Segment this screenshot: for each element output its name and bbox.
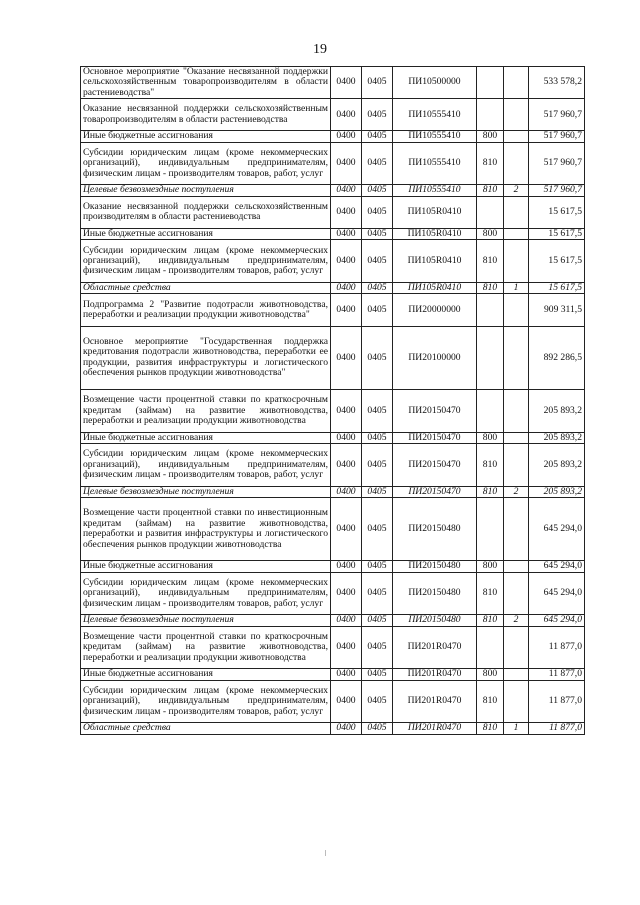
row-amount-cell: 205 893,2 xyxy=(529,389,585,432)
row-subsection-code-cell: 0405 xyxy=(362,561,393,572)
row-subsection-code-cell: 0405 xyxy=(362,615,393,626)
row-expense-type-cell xyxy=(477,389,504,432)
row-target-item-cell: ПИ10500000 xyxy=(393,67,477,99)
row-source-cell xyxy=(504,326,529,389)
row-section-code-cell: 0400 xyxy=(331,561,362,572)
table-row xyxy=(81,389,585,432)
row-amount-cell: 645 294,0 xyxy=(529,615,585,626)
row-section-code-cell: 0400 xyxy=(331,497,362,560)
row-expense-type-cell: 810 xyxy=(477,723,504,734)
row-source-cell xyxy=(504,669,529,680)
row-section-code-cell: 0400 xyxy=(331,294,362,326)
row-source-cell xyxy=(504,142,529,185)
row-subsection-code-cell: 0405 xyxy=(362,283,393,294)
row-target-item-cell: ПИ201R0470 xyxy=(393,669,477,680)
row-target-item-cell: ПИ20150470 xyxy=(393,486,477,497)
table-row xyxy=(81,99,585,131)
row-expense-type-cell xyxy=(477,67,504,99)
row-subsection-code-cell: 0405 xyxy=(362,99,393,131)
row-expense-type-cell: 810 xyxy=(477,680,504,723)
row-name-cell: Оказание несвязанной поддержки сельскохозяйственным товаропроизводителям в области растениеводства xyxy=(81,99,331,131)
page-number: 19 xyxy=(313,42,327,57)
row-target-item-cell: ПИ20150480 xyxy=(393,615,477,626)
row-subsection-code-cell: 0405 xyxy=(362,432,393,443)
row-expense-type-cell: 800 xyxy=(477,669,504,680)
row-target-item-cell: ПИ201R0470 xyxy=(393,680,477,723)
row-target-item-cell: ПИ20100000 xyxy=(393,326,477,389)
row-section-code-cell: 0400 xyxy=(331,723,362,734)
row-expense-type-cell: 810 xyxy=(477,185,504,196)
table-row xyxy=(81,615,585,626)
row-target-item-cell: ПИ20000000 xyxy=(393,294,477,326)
row-subsection-code-cell: 0405 xyxy=(362,185,393,196)
row-name-cell: Основное мероприятие "Оказание несвязанной поддержки сельскохозяйственным товаропроизводителям в области растениеводства" xyxy=(81,67,331,99)
row-expense-type-cell xyxy=(477,196,504,228)
row-amount-cell: 517 960,7 xyxy=(529,99,585,131)
row-name-cell: Целевые безвозмездные поступления xyxy=(81,615,331,626)
row-subsection-code-cell: 0405 xyxy=(362,486,393,497)
row-subsection-code-cell: 0405 xyxy=(362,326,393,389)
table-row xyxy=(81,131,585,142)
row-amount-cell: 533 578,2 xyxy=(529,67,585,99)
row-section-code-cell: 0400 xyxy=(331,326,362,389)
table-row xyxy=(81,196,585,228)
row-target-item-cell: ПИ20150470 xyxy=(393,443,477,486)
row-section-code-cell: 0400 xyxy=(331,142,362,185)
row-name-cell: Целевые безвозмездные поступления xyxy=(81,486,331,497)
row-name-cell: Областные средства xyxy=(81,283,331,294)
row-source-cell xyxy=(504,99,529,131)
table-row xyxy=(81,561,585,572)
table-row xyxy=(81,283,585,294)
table-row xyxy=(81,240,585,283)
row-expense-type-cell: 810 xyxy=(477,283,504,294)
row-name-cell: Возмещение части процентной ставки по краткосрочным кредитам (займам) на развитие животноводства, переработки и реализации продукции животноводства xyxy=(81,389,331,432)
row-amount-cell: 517 960,7 xyxy=(529,131,585,142)
row-name-cell: Подпрограмма 2 "Развитие подотрасли животноводства, переработки и реализации продукции животноводства" xyxy=(81,294,331,326)
row-source-cell: 2 xyxy=(504,615,529,626)
row-amount-cell: 892 286,5 xyxy=(529,326,585,389)
row-source-cell xyxy=(504,67,529,99)
table-row xyxy=(81,626,585,669)
row-amount-cell: 11 877,0 xyxy=(529,723,585,734)
row-target-item-cell: ПИ105R0410 xyxy=(393,283,477,294)
table-row xyxy=(81,185,585,196)
row-target-item-cell: ПИ10555410 xyxy=(393,185,477,196)
row-amount-cell: 15 617,5 xyxy=(529,283,585,294)
row-name-cell: Иные бюджетные ассигнования xyxy=(81,432,331,443)
row-name-cell: Субсидии юридическим лицам (кроме некоммерческих организаций), индивидуальным предпринимателям, физическим лицам - производителям товаров, работ, услуг xyxy=(81,443,331,486)
row-source-cell xyxy=(504,240,529,283)
row-section-code-cell: 0400 xyxy=(331,389,362,432)
row-subsection-code-cell: 0405 xyxy=(362,626,393,669)
row-target-item-cell: ПИ201R0470 xyxy=(393,626,477,669)
row-expense-type-cell: 800 xyxy=(477,229,504,240)
row-amount-cell: 645 294,0 xyxy=(529,497,585,560)
row-source-cell: 2 xyxy=(504,185,529,196)
row-source-cell xyxy=(504,131,529,142)
row-name-cell: Иные бюджетные ассигнования xyxy=(81,229,331,240)
row-target-item-cell: ПИ105R0410 xyxy=(393,196,477,228)
table-row xyxy=(81,680,585,723)
row-amount-cell: 11 877,0 xyxy=(529,669,585,680)
row-amount-cell: 517 960,7 xyxy=(529,142,585,185)
row-source-cell xyxy=(504,196,529,228)
row-section-code-cell: 0400 xyxy=(331,669,362,680)
row-target-item-cell: ПИ20150470 xyxy=(393,389,477,432)
row-source-cell xyxy=(504,497,529,560)
table-row xyxy=(81,432,585,443)
row-section-code-cell: 0400 xyxy=(331,615,362,626)
row-section-code-cell: 0400 xyxy=(331,283,362,294)
row-subsection-code-cell: 0405 xyxy=(362,294,393,326)
table-row xyxy=(81,669,585,680)
table-row xyxy=(81,294,585,326)
row-target-item-cell: ПИ10555410 xyxy=(393,99,477,131)
table-row xyxy=(81,443,585,486)
row-target-item-cell: ПИ20150480 xyxy=(393,497,477,560)
row-target-item-cell: ПИ10555410 xyxy=(393,131,477,142)
row-source-cell xyxy=(504,561,529,572)
row-amount-cell: 205 893,2 xyxy=(529,443,585,486)
row-section-code-cell: 0400 xyxy=(331,99,362,131)
table-row xyxy=(81,67,585,99)
row-amount-cell: 15 617,5 xyxy=(529,229,585,240)
row-expense-type-cell xyxy=(477,294,504,326)
row-amount-cell: 15 617,5 xyxy=(529,240,585,283)
row-name-cell: Субсидии юридическим лицам (кроме некоммерческих организаций), индивидуальным предпринимателям, физическим лицам - производителям товаров, работ, услуг xyxy=(81,572,331,615)
row-expense-type-cell: 800 xyxy=(477,131,504,142)
row-section-code-cell: 0400 xyxy=(331,131,362,142)
row-target-item-cell: ПИ105R0410 xyxy=(393,229,477,240)
row-section-code-cell: 0400 xyxy=(331,67,362,99)
row-name-cell: Иные бюджетные ассигнования xyxy=(81,561,331,572)
row-amount-cell: 205 893,2 xyxy=(529,486,585,497)
row-target-item-cell: ПИ105R0410 xyxy=(393,240,477,283)
row-subsection-code-cell: 0405 xyxy=(362,723,393,734)
row-source-cell: 1 xyxy=(504,723,529,734)
row-target-item-cell: ПИ20150480 xyxy=(393,572,477,615)
row-subsection-code-cell: 0405 xyxy=(362,669,393,680)
row-source-cell xyxy=(504,432,529,443)
row-section-code-cell: 0400 xyxy=(331,432,362,443)
row-section-code-cell: 0400 xyxy=(331,229,362,240)
row-source-cell: 1 xyxy=(504,283,529,294)
table-row xyxy=(81,229,585,240)
row-source-cell xyxy=(504,389,529,432)
row-section-code-cell: 0400 xyxy=(331,185,362,196)
row-source-cell xyxy=(504,680,529,723)
row-subsection-code-cell: 0405 xyxy=(362,240,393,283)
table-row xyxy=(81,142,585,185)
row-subsection-code-cell: 0405 xyxy=(362,572,393,615)
budget-table xyxy=(80,66,585,735)
row-section-code-cell: 0400 xyxy=(331,486,362,497)
table-row xyxy=(81,723,585,734)
row-name-cell: Иные бюджетные ассигнования xyxy=(81,669,331,680)
row-source-cell: 2 xyxy=(504,486,529,497)
row-subsection-code-cell: 0405 xyxy=(362,131,393,142)
row-subsection-code-cell: 0405 xyxy=(362,67,393,99)
row-name-cell: Субсидии юридическим лицам (кроме некоммерческих организаций), индивидуальным предпринимателям, физическим лицам - производителям товаров, работ, услуг xyxy=(81,240,331,283)
row-source-cell xyxy=(504,229,529,240)
row-subsection-code-cell: 0405 xyxy=(362,680,393,723)
row-name-cell: Оказание несвязанной поддержки сельскохозяйственным производителям в области растениеводства xyxy=(81,196,331,228)
row-expense-type-cell xyxy=(477,326,504,389)
row-section-code-cell: 0400 xyxy=(331,680,362,723)
row-expense-type-cell: 810 xyxy=(477,142,504,185)
row-subsection-code-cell: 0405 xyxy=(362,142,393,185)
row-expense-type-cell xyxy=(477,99,504,131)
table-row xyxy=(81,497,585,560)
row-amount-cell: 15 617,5 xyxy=(529,196,585,228)
row-name-cell: Основное мероприятие "Государственная поддержка кредитования подотрасли животноводства, переработки ее продукции, развития инфраструктуры и логистического обеспечения рынков продукции животноводства" xyxy=(81,326,331,389)
row-amount-cell: 11 877,0 xyxy=(529,680,585,723)
row-amount-cell: 11 877,0 xyxy=(529,626,585,669)
row-name-cell: Областные средства xyxy=(81,723,331,734)
row-expense-type-cell: 810 xyxy=(477,615,504,626)
row-expense-type-cell: 810 xyxy=(477,443,504,486)
row-source-cell xyxy=(504,572,529,615)
row-name-cell: Иные бюджетные ассигнования xyxy=(81,131,331,142)
row-section-code-cell: 0400 xyxy=(331,626,362,669)
row-target-item-cell: ПИ10555410 xyxy=(393,142,477,185)
table-row xyxy=(81,486,585,497)
row-expense-type-cell xyxy=(477,497,504,560)
row-source-cell xyxy=(504,294,529,326)
table-row xyxy=(81,572,585,615)
row-expense-type-cell: 800 xyxy=(477,561,504,572)
row-name-cell: Субсидии юридическим лицам (кроме некоммерческих организаций), индивидуальным предпринимателям, физическим лицам - производителям товаров, работ, услуг xyxy=(81,142,331,185)
row-expense-type-cell xyxy=(477,626,504,669)
row-expense-type-cell: 810 xyxy=(477,486,504,497)
row-name-cell: Возмещение части процентной ставки по краткосрочным кредитам (займам) на развитие животноводства, переработки и реализации продукции животноводства xyxy=(81,626,331,669)
row-name-cell: Субсидии юридическим лицам (кроме некоммерческих организаций), индивидуальным предпринимателям, физическим лицам - производителям товаров, работ, услуг xyxy=(81,680,331,723)
row-section-code-cell: 0400 xyxy=(331,196,362,228)
row-subsection-code-cell: 0405 xyxy=(362,443,393,486)
budget-table-body xyxy=(81,67,585,735)
scan-mark xyxy=(325,850,326,856)
row-section-code-cell: 0400 xyxy=(331,443,362,486)
row-expense-type-cell: 810 xyxy=(477,240,504,283)
row-target-item-cell: ПИ20150470 xyxy=(393,432,477,443)
row-source-cell xyxy=(504,626,529,669)
row-subsection-code-cell: 0405 xyxy=(362,389,393,432)
row-name-cell: Целевые безвозмездные поступления xyxy=(81,185,331,196)
row-amount-cell: 645 294,0 xyxy=(529,561,585,572)
row-expense-type-cell: 810 xyxy=(477,572,504,615)
row-amount-cell: 517 960,7 xyxy=(529,185,585,196)
row-section-code-cell: 0400 xyxy=(331,572,362,615)
row-subsection-code-cell: 0405 xyxy=(362,196,393,228)
row-amount-cell: 205 893,2 xyxy=(529,432,585,443)
row-target-item-cell: ПИ20150480 xyxy=(393,561,477,572)
row-section-code-cell: 0400 xyxy=(331,240,362,283)
row-expense-type-cell: 800 xyxy=(477,432,504,443)
row-amount-cell: 645 294,0 xyxy=(529,572,585,615)
row-subsection-code-cell: 0405 xyxy=(362,229,393,240)
row-amount-cell: 909 311,5 xyxy=(529,294,585,326)
table-row xyxy=(81,326,585,389)
row-name-cell: Возмещение части процентной ставки по инвестиционным кредитам (займам) на развитие животноводства, переработки и развития инфраструктуры и логистического обеспечения рынков продукции животноводства xyxy=(81,497,331,560)
row-source-cell xyxy=(504,443,529,486)
row-subsection-code-cell: 0405 xyxy=(362,497,393,560)
row-target-item-cell: ПИ201R0470 xyxy=(393,723,477,734)
